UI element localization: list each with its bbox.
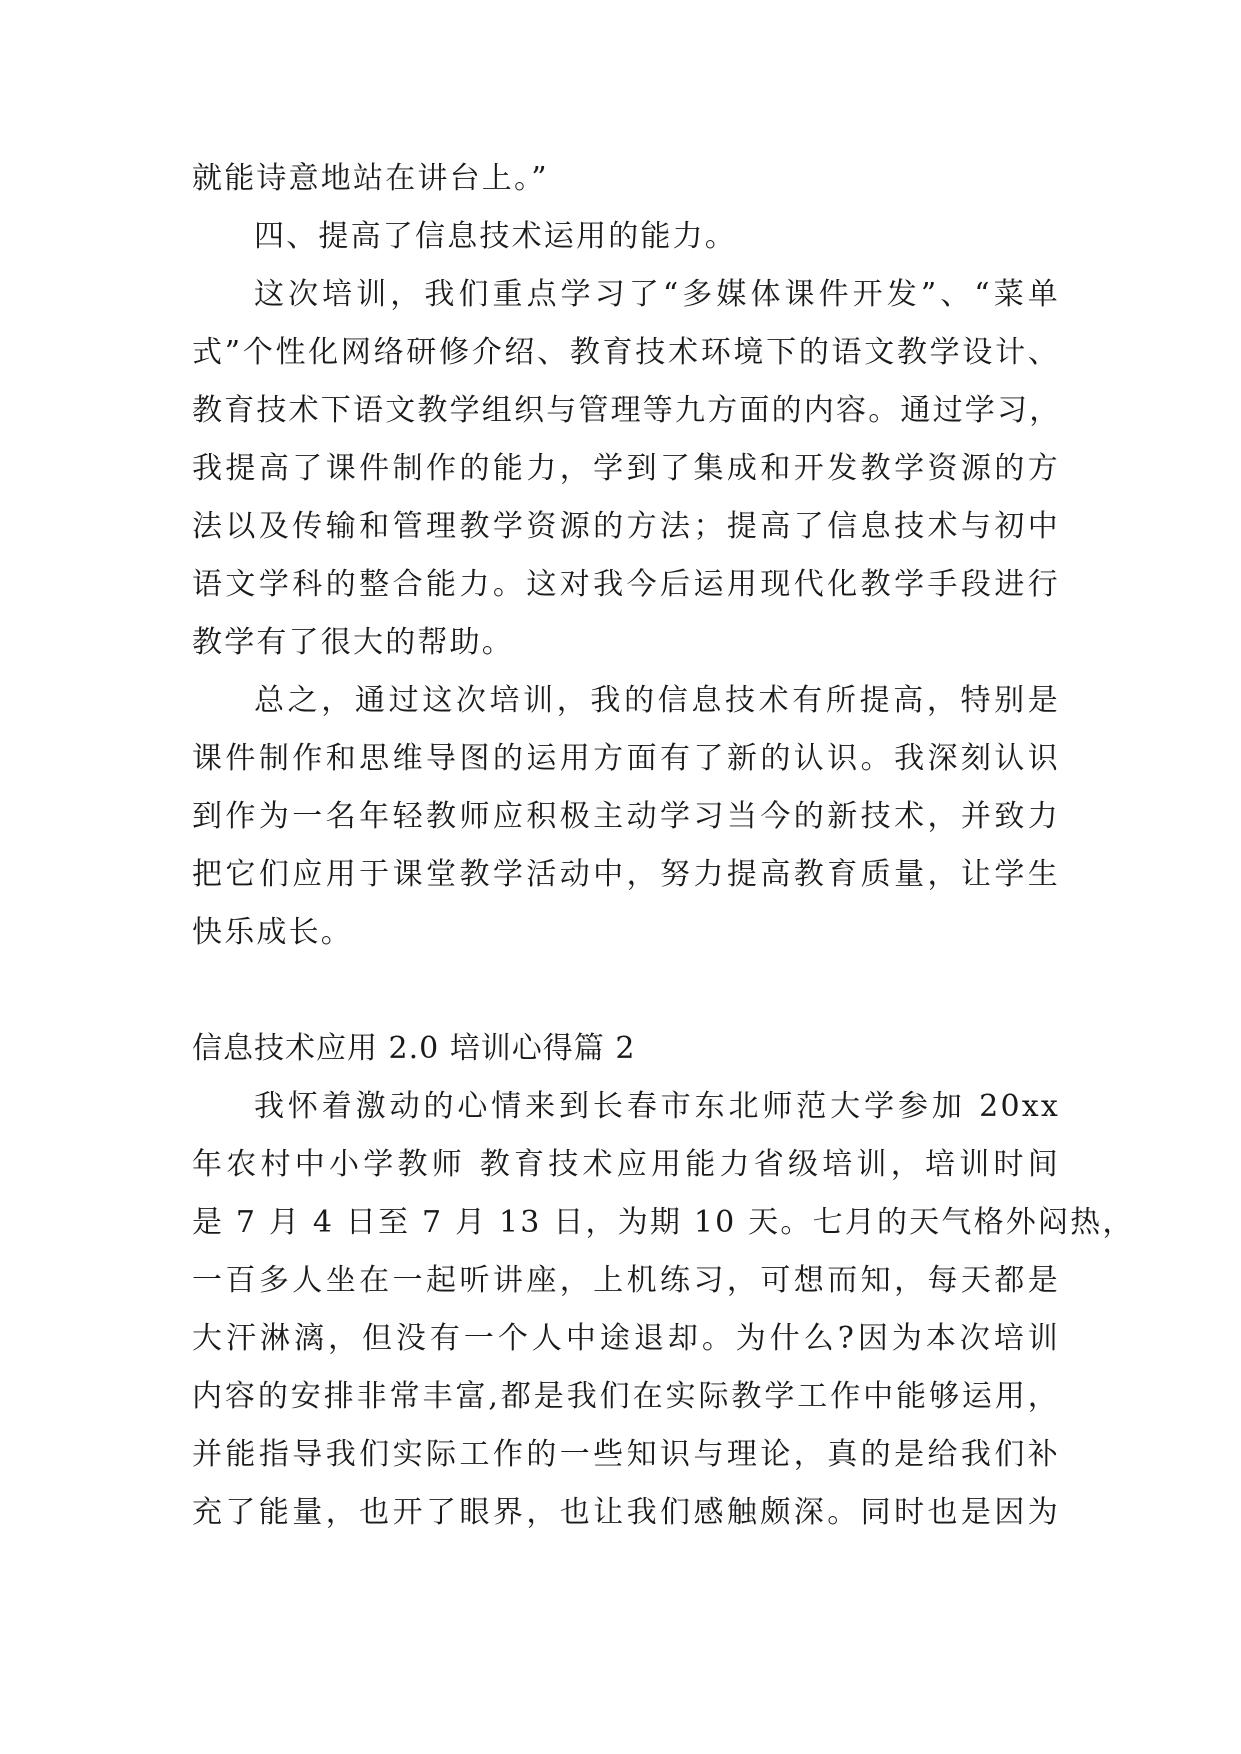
text-line: 内容的安排非常丰富,都是我们在实际教学工作中能够运用， xyxy=(192,1379,1060,1414)
text-line: 我提高了课件制作的能力，学到了集成和开发教学资源的方 xyxy=(192,451,1060,486)
text-line: 课件制作和思维导图的运用方面有了新的认识。我深刻认识 xyxy=(192,741,1060,776)
text-line: 这次培训，我们重点学习了“多媒体课件开发”、“菜单 xyxy=(254,277,1060,312)
text-line: 到作为一名年轻教师应积极主动学习当今的新技术，并致力 xyxy=(192,799,1060,834)
document-page xyxy=(192,150,1135,1542)
text-line: 大汗淋漓，但没有一个人中途退却。为什么?因为本次培训 xyxy=(192,1321,1060,1356)
text-line: 把它们应用于课堂教学活动中，努力提高教育质量，让学生 xyxy=(192,857,1060,892)
section-subheading: 四、提高了信息技术运用的能力。 xyxy=(254,219,737,254)
text-line: 就能诗意地站在讲台上。” xyxy=(192,161,549,196)
text-line: 快乐成长。 xyxy=(192,915,353,950)
text-line: 教育技术下语文教学组织与管理等九方面的内容。通过学习， xyxy=(192,393,1062,428)
text-line: 教学有了很大的帮助。 xyxy=(192,625,514,660)
text-line: 是 7 月 4 日至 7 月 13 日，为期 10 天。七月的天气格外闷热， xyxy=(192,1205,1135,1240)
text-line: 并能指导我们实际工作的一些知识与理论，真的是给我们补 xyxy=(192,1437,1060,1472)
article-heading: 信息技术应用 2.0 培训心得篇 2 xyxy=(192,1031,636,1066)
text-line: 年农村中小学教师 教育技术应用能力省级培训，培训时间 xyxy=(192,1147,1060,1182)
text-line: 总之，通过这次培训，我的信息技术有所提高，特别是 xyxy=(254,683,1060,718)
text-line: 语文学科的整合能力。这对我今后运用现代化教学手段进行 xyxy=(192,567,1060,602)
text-line: 式”个性化网络研修介绍、教育技术环境下的语文教学设计、 xyxy=(192,335,1060,370)
text-line: 一百多人坐在一起听讲座，上机练习，可想而知，每天都是 xyxy=(192,1263,1060,1298)
text-line: 法以及传输和管理教学资源的方法；提高了信息技术与初中 xyxy=(192,509,1060,544)
text-line: 充了能量，也开了眼界，也让我们感触颇深。同时也是因为 xyxy=(192,1495,1060,1530)
text-line: 我怀着激动的心情来到长春市东北师范大学参加 20xx xyxy=(254,1089,1060,1124)
